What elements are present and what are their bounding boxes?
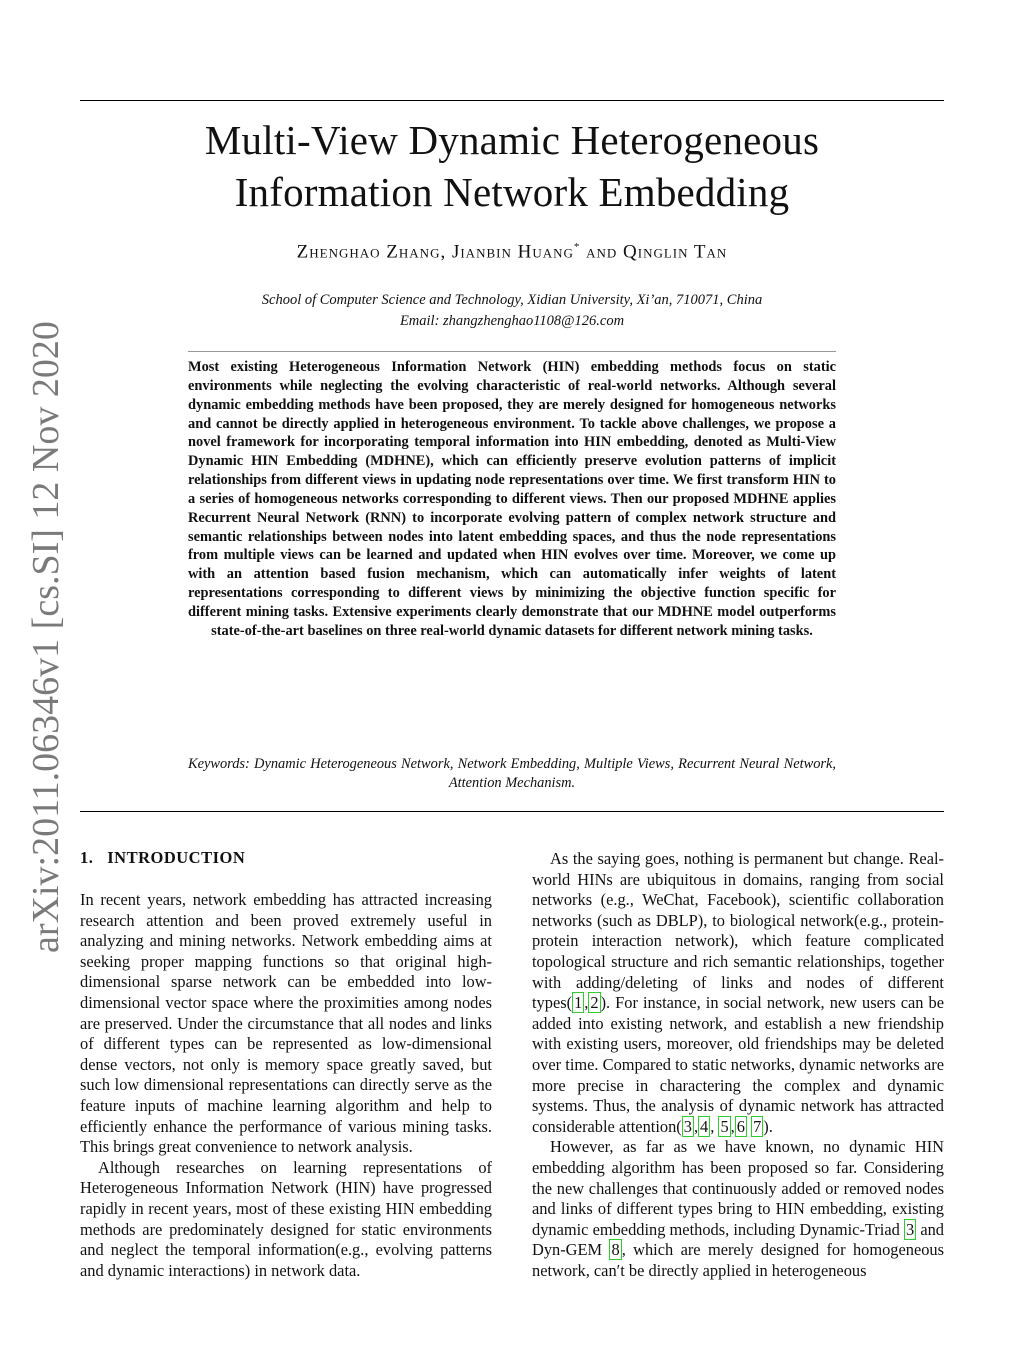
corresponding-author-marker: * — [573, 241, 581, 253]
left-column — [80, 890, 492, 1281]
author-names: Zhenghao Zhang, Jianbin Huang — [296, 241, 574, 263]
intro-paragraph-3: As the saying goes, nothing is permanent but change. Real-world HINs are ubiquitous in domains, ranging from social networks (e.g., WeChat, Facebook), scientific collaboration networks (such as DBLP), to biological network(e.g., protein-protein interaction network), which feature complicated topological structure and rich semantic relationships, together with adding/deleting of links and nodes of different types( 1 , 2 ). For instance, in social network, new users can be added into existing network, and establish a new friendship with existing users, moreover, old friendships may be deleted over time. Compared to static networks, dynamic networks are more precise in charactering the complex and dynamic systems. Thus, the analysis of dynamic network has attracted considerable attention( 3 , 4 , 5 , 6 7 ). — [532, 849, 944, 1136]
affiliation: School of Computer Science and Technology, Xidian University, Xi’an, 710071, China — [261, 292, 763, 308]
citation-link[interactable]: 7 — [753, 1116, 762, 1136]
keywords: Keywords: Dynamic Heterogeneous Network, Network Embedding, Multiple Views, Recurrent Neural Network, Attention Mechanism. — [188, 756, 836, 791]
section-title: INTRODUCTION — [107, 848, 246, 867]
paper-title-line-2: Information Network Embedding — [234, 169, 790, 215]
intro-paragraph-1: In recent years, network embedding has attracted increasing research attention and been proved extremely useful in analyzing and mining networks. Network embedding aims at seeking proper mapping functions so that original high-dimensional sparse network can be embedded into low-dimensional vector space where the proximities among nodes are preserved. Under the circumstance that all nodes and links of different types can be represented as low-dimensional dense vectors, not only is memory space greatly saved, but such low dimensional representations can directly serve as the feature inputs of machine learning algorithm and help to efficiently enhance the performance of various mining tasks. This brings great convenience to network analysis. — [80, 890, 492, 1157]
citation-link[interactable]: 1 — [574, 993, 583, 1013]
section-heading — [80, 848, 492, 868]
section-rule — [80, 811, 944, 812]
citation-link[interactable]: 5 — [720, 1116, 729, 1136]
citation-link[interactable]: 2 — [590, 993, 599, 1013]
author-list — [0, 241, 1024, 263]
arxiv-identifier: arXiv:2011.06346v1 [cs.SI] 12 Nov 2020 — [25, 321, 67, 953]
top-rule — [80, 100, 944, 101]
paper-title-line-1: Multi-View Dynamic Heterogeneous — [204, 117, 820, 163]
abstract: Most existing Heterogeneous Information Network (HIN) embedding methods focus on static environments while neglecting the evolving characteristic of real-world networks. Although several dynamic embedding methods have been proposed, they are merely designed for homogeneous networks and cannot be directly applied in heterogeneous environment. To tackle above challenges, we propose a novel framework for incorporating temporal information into HIN embedding, denoted as Multi-View Dynamic HIN Embedding (MDHNE), which can efficiently preserve evolution patterns of implicit relationships from different views in updating node representations over time. We first transform HIN to a series of homogeneous networks corresponding to different views. Then our proposed MDHNE applies Recurrent Neural Network (RNN) to incorporate evolving pattern of complex network structure and semantic relationships between nodes into latent embedding spaces, and thus the node representations from multiple views can be learned and updated when HIN evolves over time. Moreover, we come up with an attention based fusion mechanism, which can automatically infer weights of latent representations corresponding to different views by minimizing the objective function specific for different mining tasks. Extensive experiments clearly demonstrate that our MDHNE model outperforms state-of-the-art baselines on three real-world dynamic datasets for different network mining tasks. — [188, 359, 836, 639]
citation-link[interactable]: 8 — [611, 1240, 620, 1260]
citation-link[interactable]: 3 — [683, 1116, 692, 1136]
abstract-rule — [188, 351, 836, 352]
intro-paragraph-4: However, as far as we have known, no dynamic HIN embedding algorithm has been proposed so far. Considering the new challenges that continuously added or removed nodes and links of different types bring to HIN embedding, existing dynamic embedding methods, including Dynamic-Triad 3 and Dyn-GEM 8 , which are merely designed for homogeneous network, can′t be directly applied in heterogeneous — [532, 1137, 944, 1280]
author-names-end: and Qinglin Tan — [580, 241, 728, 263]
author-email: Email: zhangzhenghao1108@126.com — [399, 313, 625, 329]
citation-link[interactable]: 6 — [736, 1116, 745, 1136]
citation-link[interactable]: 4 — [700, 1116, 709, 1136]
citation-link[interactable]: 3 — [905, 1219, 915, 1239]
section-number: 1. — [80, 848, 94, 867]
intro-paragraph-2: Although researches on learning representations of Heterogeneous Information Network (HIN) have progressed rapidly in recent years, most of these existing HIN embedding methods are predominately designed for static environments and neglect the temporal information(e.g., evolving patterns and dynamic interactions) in network data. — [80, 1157, 492, 1280]
right-column — [532, 849, 944, 1281]
